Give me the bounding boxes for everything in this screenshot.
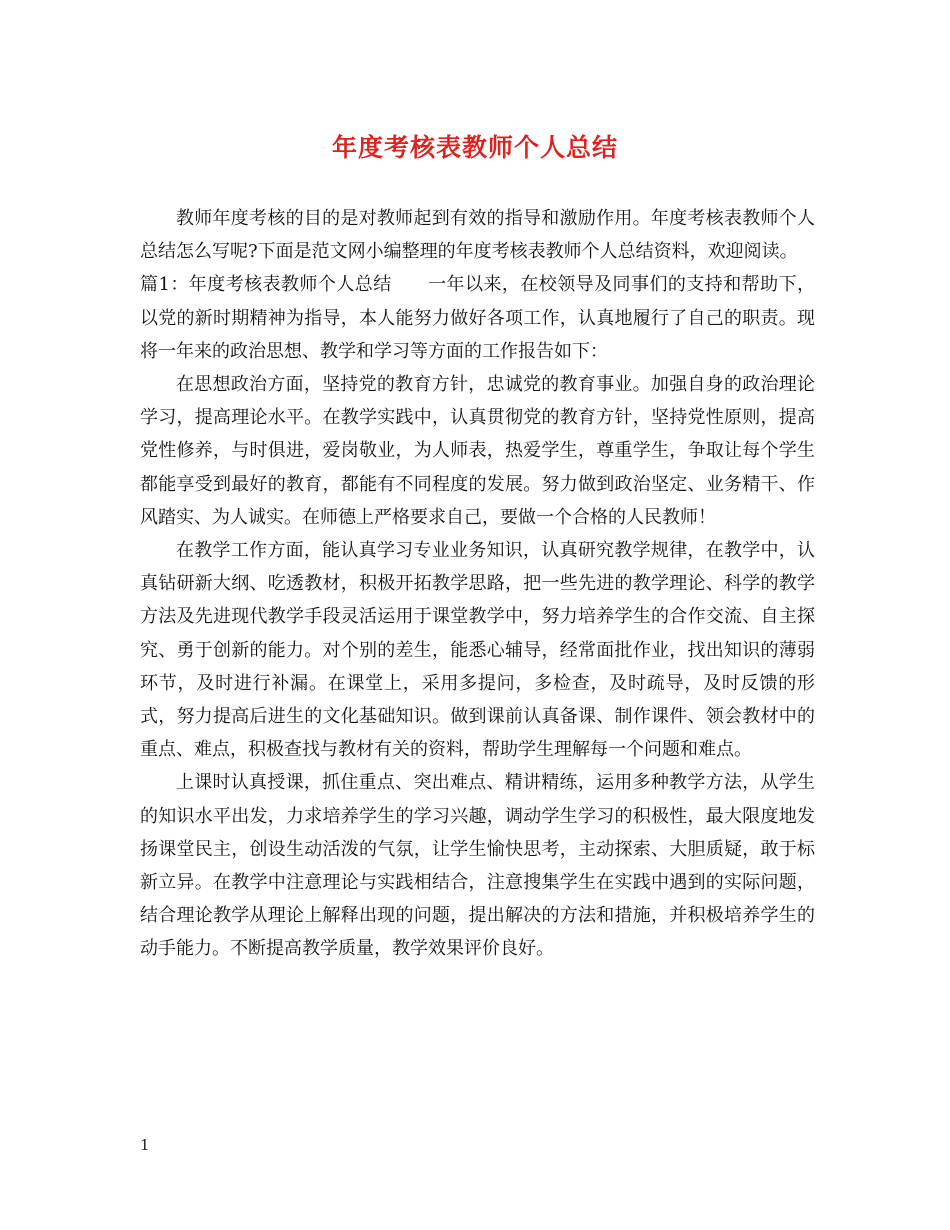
body-paragraph-teaching: 在教学工作方面，能认真学习专业业务知识，认真研究教学规律，在教学中，认真钻研新大纲、吃透教材，积极开拓教学思路，把一些先进的教学理论、科学的教学方法及先进现代教学手段灵活运用于课堂教学中，努力培养学生的合作交流、自主探究、勇于创新的能力。对个别的差生，能悉心辅导，经常面批作业，找出知识的薄弱环节，及时进行补漏。在课堂上，采用多提问，多检查，及时疏导，及时反馈的形式，努力提高后进生的文化基础知识。做到课前认真备课、制作课件、领会教材中的重点、难点，积极查找与教材有关的资料，帮助学生理解每一个问题和难点。 (140, 540, 815, 761)
intro-paragraph: 教师年度考核的目的是对教师起到有效的指导和激励作用。年度考核表教师个人总结怎么写呢?下面是范文网小编整理的年度考核表教师个人总结资料，欢迎阅读。 (140, 208, 815, 263)
document-body (140, 202, 815, 966)
document-title: 年度考核表教师个人总结 (331, 133, 618, 162)
section-heading: 篇1：年度考核表教师个人总结 (140, 274, 392, 296)
page-number: 1 (140, 1136, 150, 1154)
section-lead: 一年以来，在校领导及同事们的支持和帮助下，以党的新时期精神为指导，本人能努力做好各项工作，认真地履行了自己的职责。现将一年来的政治思想、教学和学习等方面的工作报告如下： (140, 274, 815, 362)
body-paragraph-classroom: 上课时认真授课，抓住重点、突出难点、精讲精练，运用多种教学方法，从学生的知识水平出发，力求培养学生的学习兴趣，调动学生学习的积极性，最大限度地发扬课堂民主，创设生动活泼的气氛，让学生愉快思考，主动探索、大胆质疑，敢于标新立异。在教学中注意理论与实践相结合，注意搜集学生在实践中遇到的实际问题，结合理论教学从理论上解释出现的问题，提出解决的方法和措施，并积极培养学生的动手能力。不断提高教学质量，教学效果评价良好。 (140, 772, 815, 960)
body-paragraph-politics: 在思想政治方面，坚持党的教育方针，忠诚党的教育事业。加强自身的政治理论学习，提高理论水平。在教学实践中，认真贯彻党的教育方针，坚持党性原则，提高党性修养，与时俱进，爱岗敬业，为人师表，热爱学生，尊重学生，争取让每个学生都能享受到最好的教育，都能有不同程度的发展。努力做到政治坚定、业务精干、作风踏实、为人诚实。在师德上严格要求自己，要做一个合格的人民教师！ (140, 374, 815, 528)
section-paragraph (140, 268, 815, 368)
